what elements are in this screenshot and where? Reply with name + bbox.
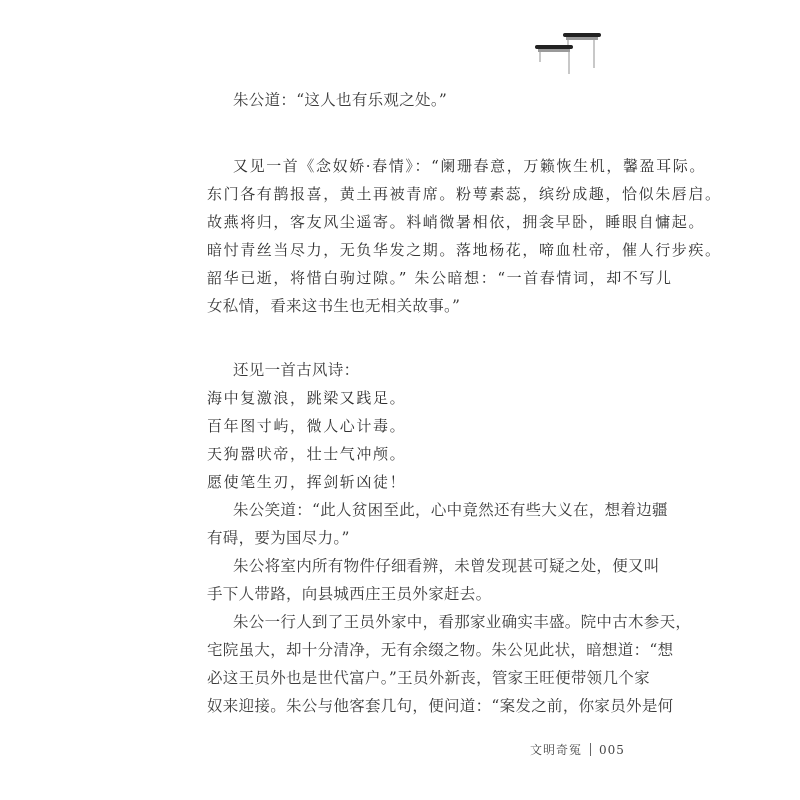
paragraph-line: 又见一首《念奴娇·春情》：“阑珊春意，万籁恢生机，馨盈耳际。	[233, 157, 706, 175]
ornament-eave-shadow-left	[538, 49, 570, 52]
paragraph-line: 手下人带路，向县城西庄王员外家赶去。	[207, 585, 492, 603]
paragraph-line: 朱公一行人到了王员外家中，看那家业确实丰盛。院中古木参天，	[233, 613, 692, 631]
ornament-leg	[568, 52, 570, 74]
paragraph-line: 女私情，看来这书生也无相关故事。”	[207, 297, 461, 315]
ancient-poem	[207, 384, 627, 496]
ornament-leg	[539, 52, 541, 62]
paragraph-line: 朱公将室内所有物件仔细看辨，未曾发现甚可疑之处，便又叫	[233, 557, 660, 575]
paragraph-line: 朱公笑道：“此人贫困至此，心中竟然还有些大义在，想着边疆	[233, 501, 668, 519]
ornament-leg	[593, 40, 595, 68]
poem-line: 愿使笔生刃，挥剑斩凶徒！	[207, 473, 407, 491]
book-title: 文明奇冤	[530, 743, 583, 757]
paragraph-line: 必这王员外也是世代富户。”王员外新丧，管家王旺便带领几个家	[207, 669, 650, 687]
paragraph-line: 暗忖青丝当尽力，无负华发之期。落地杨花，啼血杜帝，催人行步疾。	[207, 241, 722, 259]
paragraph-line: 还见一首古风诗：	[233, 361, 360, 379]
poem-line: 海中复激浪，跳梁又践足。	[207, 389, 407, 407]
paragraph-ci-poem	[207, 152, 722, 320]
paragraph-line: 故燕将归，客友风尘遥寄。料峭微暑相依，拥衾早卧，睡眼自慵起。	[207, 213, 706, 231]
poem-line: 天狗嚣吠帝，壮士气冲颅。	[207, 445, 407, 463]
paragraph-line: 有碍，要为国尽力。”	[207, 529, 350, 547]
paragraph-line: 韶华已逝，将惜白驹过隙。” 朱公暗想：“一首春情词，却不写儿	[207, 269, 673, 287]
page-footer	[530, 741, 625, 758]
paragraph-line: 奴来迎接。朱公与他客套几句，便问道：“案发之前，你家员外是何	[207, 697, 674, 715]
page-number: 005	[599, 743, 625, 757]
footer-divider	[590, 743, 591, 756]
paragraph-line: 朱公道：“这人也有乐观之处。”	[233, 91, 448, 109]
poem-line: 百年图寸屿，微人心计毒。	[207, 417, 407, 435]
paragraph-line: 宅院虽大，却十分清净，无有余缀之物。朱公见此状，暗想道：“想	[207, 641, 674, 659]
paragraph-line: 东门各有鹊报喜，黄土再被青席。粉萼素蕊，缤纷成趣，恰似朱唇启。	[207, 185, 722, 203]
page-body	[207, 86, 722, 720]
